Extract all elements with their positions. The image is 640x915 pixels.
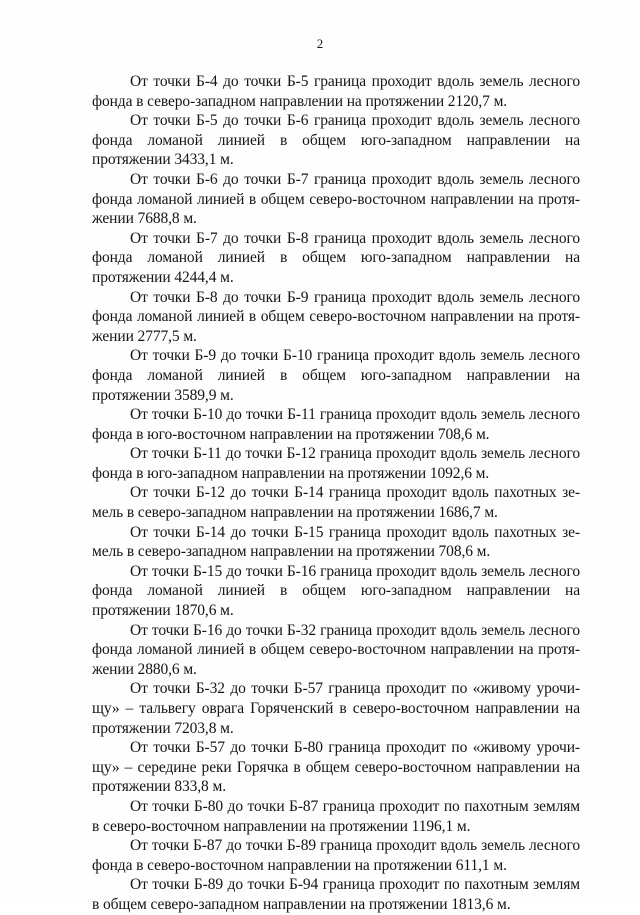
page-number: 2 — [316, 36, 324, 51]
paragraph: От точки Б-7 до точки Б-8 граница проходит вдоль земель лесного фонда ломаной линией в общем юго-западном направлении на протяжении 4244,4 м. — [92, 229, 580, 286]
paragraph: От точки Б-57 до точки Б-80 граница проходит по «живому урочи-щу» – середине реки Горячка в общем северо-восточном направлении на протяжении 833,8 м. — [92, 739, 580, 796]
paragraph: От точки Б-8 до точки Б-9 граница проходит вдоль земель лесного фонда ломаной линией в общем северо-восточном направлении на протя-жении 2777,5 м. — [92, 288, 580, 345]
document-body — [92, 72, 580, 915]
paragraph: От точки Б-14 до точки Б-15 граница проходит вдоль пахотных зе-мель в северо-западном направлении на протяжении 708,6 м. — [92, 523, 580, 561]
paragraph: От точки Б-87 до точки Б-89 граница проходит вдоль земель лесного фонда в северо-восточном направлении на протяжении 611,1 м. — [92, 837, 580, 874]
paragraph: От точки Б-89 до точки Б-94 граница проходит по пахотным землям в общем северо-западном направлении на протяжении 1813,6 м. — [92, 876, 580, 913]
paragraph: От точки Б-5 до точки Б-6 граница проходит вдоль земель лесного фонда ломаной линией в общем юго-западном направлении на протяжении 3433,1 м. — [92, 112, 580, 169]
paragraph: От точки Б-11 до точки Б-12 граница проходит вдоль земель лесного фонда в юго-западном направлении на протяжении 1092,6 м. — [92, 445, 580, 482]
paragraph: От точки Б-10 до точки Б-11 граница проходит вдоль земель лесного фонда в юго-восточном направлении на протяжении 708,6 м. — [92, 406, 580, 443]
paragraph: От точки Б-15 до точки Б-16 граница проходит вдоль земель лесного фонда ломаной линией в общем юго-западном направлении на протяжении 1870,6 м. — [92, 562, 580, 620]
paragraph: От точки Б-32 до точки Б-57 граница проходит по «живому урочи-щу» – тальвегу оврага Горяченский в северо-восточном направлении на протяжении 7203,8 м. — [92, 680, 580, 737]
paragraph: От точки Б-4 до точки Б-5 граница проходит вдоль земель лесного фонда в северо-западном направлении на протяжении 2120,7 м. — [92, 73, 580, 110]
paragraph: От точки Б-6 до точки Б-7 граница проходит вдоль земель лесного фонда ломаной линией в общем северо-восточном направлении на протя-жении 7688,8 м. — [92, 170, 580, 228]
paragraph: От точки Б-16 до точки Б-32 граница проходит вдоль земель лесного фонда ломаной линией в общем северо-восточном направлении на протя-жении 2880,6 м. — [92, 621, 580, 678]
paragraph: От точки Б-12 до точки Б-14 граница проходит вдоль пахотных зе-мель в северо-западном направлении на протяжении 1686,7 м. — [92, 484, 580, 522]
paragraph: От точки Б-9 до точки Б-10 граница проходит вдоль земель лесного фонда ломаной линией в общем юго-западном направлении на протяжении 3589,9 м. — [92, 347, 580, 404]
paragraph: От точки Б-80 до точки Б-87 граница проходит по пахотным землям в северо-восточном направлении на протяжении 1196,1 м. — [92, 797, 580, 835]
